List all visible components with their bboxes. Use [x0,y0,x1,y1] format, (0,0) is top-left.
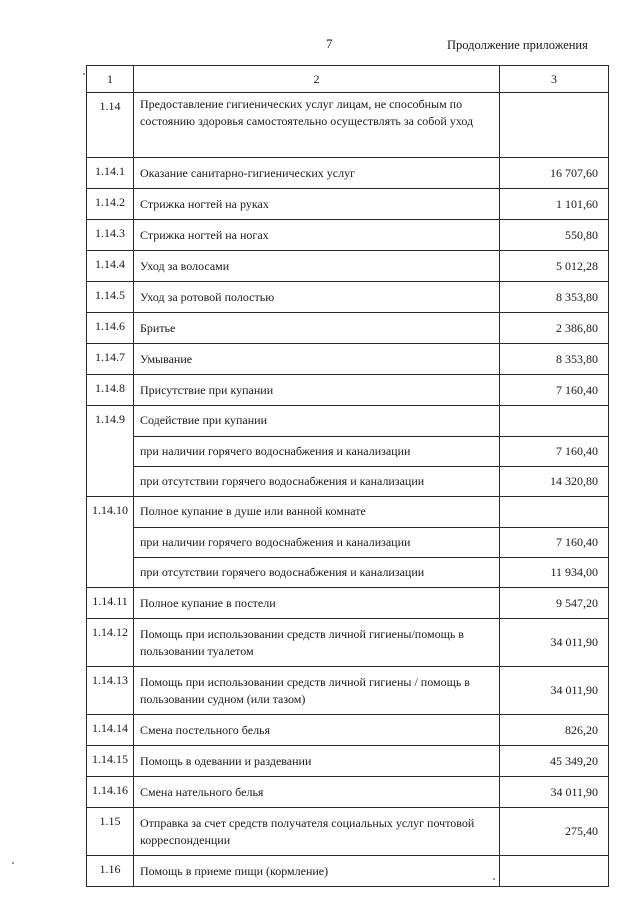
row-description: при наличии горячего водоснабжения и канализации [134,436,500,466]
row-number [87,466,134,497]
column-number-row [87,66,609,93]
table-row [87,406,609,437]
row-number: 1.14.5 [87,282,134,313]
row-number: 1.14.3 [87,220,134,251]
row-value: 550,80 [500,220,609,251]
table-row [87,715,609,746]
row-number [87,557,134,588]
row-description: Помощь в одевании и раздевании [134,746,500,777]
row-description: Умывание [134,344,500,375]
row-number: 1.14.16 [87,777,134,808]
table-row [87,557,609,588]
scan-speck [493,878,495,880]
row-number: 1.15 [87,808,134,856]
row-value: 8 353,80 [500,282,609,313]
row-number: 1.14.2 [87,189,134,220]
row-value: 16 707,60 [500,158,609,189]
row-value: 34 011,90 [500,777,609,808]
row-value: 2 386,80 [500,313,609,344]
row-number: 1.14.9 [87,406,134,437]
row-value [500,93,609,158]
table-row [87,746,609,777]
table-row [87,527,609,557]
row-number: 1.16 [87,856,134,887]
row-value: 14 320,80 [500,466,609,497]
table-row [87,856,609,887]
table-row [87,497,609,528]
row-description: Стрижка ногтей на руках [134,189,500,220]
table-row [87,189,609,220]
row-description: при отсутствии горячего водоснабжения и канализации [134,466,500,497]
row-description: Присутствие при купании [134,375,500,406]
row-value: 34 011,90 [500,667,609,715]
table-row [87,808,609,856]
row-value: 11 934,00 [500,557,609,588]
row-number: 1.14.1 [87,158,134,189]
row-value: 7 160,40 [500,436,609,466]
row-value: 7 160,40 [500,527,609,557]
row-value: 275,40 [500,808,609,856]
row-number: 1.14.4 [87,251,134,282]
row-number: 1.14.12 [87,619,134,667]
row-value: 9 547,20 [500,588,609,619]
row-value [500,497,609,528]
row-value [500,406,609,437]
row-description: Уход за волосами [134,251,500,282]
row-description: Смена постельного белья [134,715,500,746]
page-number: 7 [326,36,333,51]
scan-speck [83,73,85,75]
table-row [87,313,609,344]
column-1-header: 1 [87,66,134,93]
tariff-table [86,65,609,887]
row-description: Оказание санитарно-гигиенических услуг [134,158,500,189]
row-description: Помощь при использовании средств личной гигиены/помощь в пользовании туалетом [134,619,500,667]
row-description: при наличии горячего водоснабжения и канализации [134,527,500,557]
row-value: 5 012,28 [500,251,609,282]
row-number: 1.14.7 [87,344,134,375]
row-description: при отсутствии горячего водоснабжения и канализации [134,557,500,588]
row-value: 34 011,90 [500,619,609,667]
row-description: Стрижка ногтей на ногах [134,220,500,251]
table-row [87,251,609,282]
table-row [87,282,609,313]
table-row [87,344,609,375]
table-row [87,588,609,619]
row-number: 1.14.15 [87,746,134,777]
row-value: 8 353,80 [500,344,609,375]
row-value: 826,20 [500,715,609,746]
row-number: 1.14.11 [87,588,134,619]
row-number: 1.14.8 [87,375,134,406]
row-number: 1.14.14 [87,715,134,746]
row-number: 1.14.10 [87,497,134,528]
table-row [87,436,609,466]
table-row [87,667,609,715]
table-row [87,220,609,251]
row-number: 1.14 [87,93,134,158]
row-description: Бритье [134,313,500,344]
table-row [87,777,609,808]
row-number: 1.14.6 [87,313,134,344]
column-2-header: 2 [134,66,500,93]
table-row [87,466,609,497]
row-description: Отправка за счет средств получателя социальных услуг почтовой корреспонденции [134,808,500,856]
row-value: 1 101,60 [500,189,609,220]
scan-speck [12,862,14,864]
row-description: Содействие при купании [134,406,500,437]
row-description: Полное купание в постели [134,588,500,619]
row-description: Предоставление гигиенических услуг лицам, не способным по состоянию здоровья самостоятельно осуществлять за собой уход [134,93,500,158]
table-row [87,375,609,406]
row-value: 7 160,40 [500,375,609,406]
row-description: Помощь в приеме пищи (кормление) [134,856,500,887]
row-description: Смена нательного белья [134,777,500,808]
row-number [87,436,134,466]
continuation-label: Продолжение приложения [447,38,588,52]
table-row [87,93,609,158]
row-value [500,856,609,887]
table-row [87,158,609,189]
row-description: Уход за ротовой полостью [134,282,500,313]
row-description: Помощь при использовании средств личной гигиены / помощь в пользовании судном (или тазом) [134,667,500,715]
row-value: 45 349,20 [500,746,609,777]
column-3-header: 3 [500,66,609,93]
row-number [87,527,134,557]
row-description: Полное купание в душе или ванной комнате [134,497,500,528]
row-number: 1.14.13 [87,667,134,715]
table-row [87,619,609,667]
